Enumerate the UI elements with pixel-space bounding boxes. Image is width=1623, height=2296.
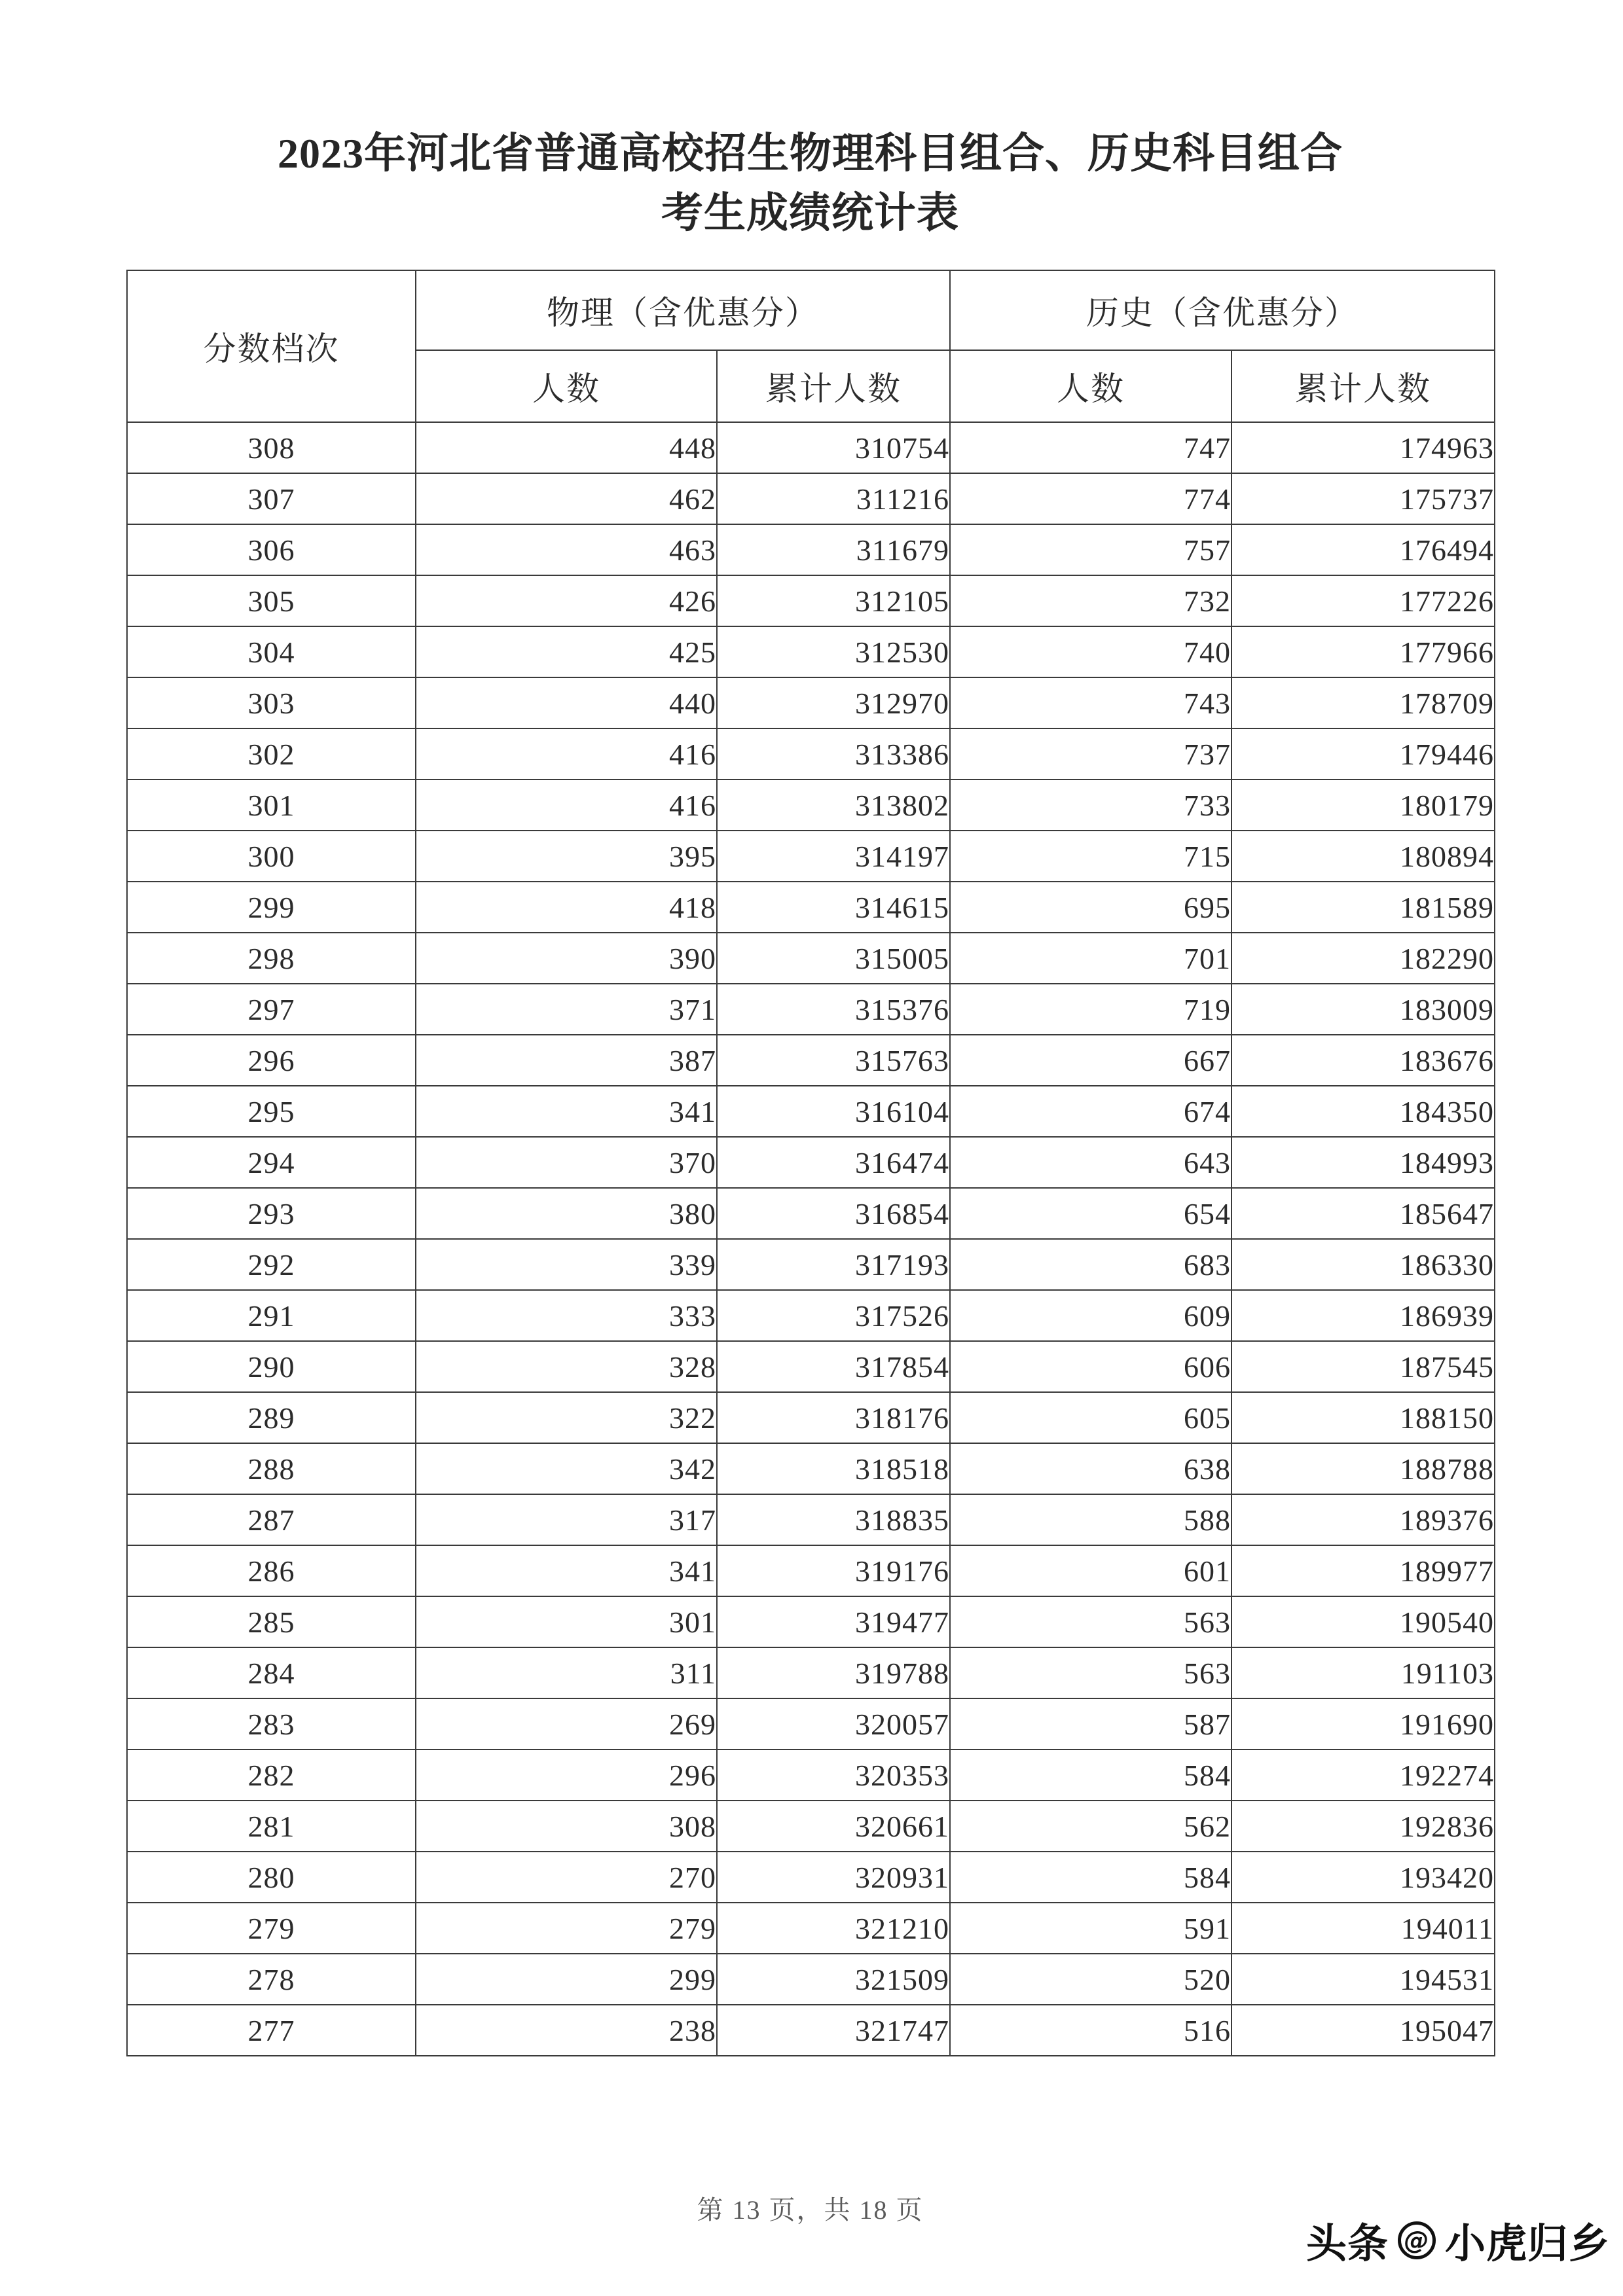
row-physics-count: 395: [416, 831, 717, 882]
table-row: [127, 1035, 1495, 1086]
row-history-cumulative: 181589: [1231, 882, 1495, 933]
table-row: [127, 524, 1495, 575]
row-score-tier: 298: [127, 933, 416, 984]
row-physics-cumulative: 313386: [717, 728, 950, 780]
row-physics-count: 390: [416, 933, 717, 984]
table-row: [127, 1954, 1495, 2005]
row-physics-count: 341: [416, 1086, 717, 1137]
row-history-cumulative: 182290: [1231, 933, 1495, 984]
row-score-tier: 288: [127, 1443, 416, 1494]
row-history-count: 719: [950, 984, 1231, 1035]
table-row: [127, 933, 1495, 984]
row-history-cumulative: 175737: [1231, 473, 1495, 524]
row-physics-count: 322: [416, 1392, 717, 1443]
row-physics-cumulative: 321509: [717, 1954, 950, 2005]
table-row: [127, 1903, 1495, 1954]
header-history-cumulative: 累计人数: [1231, 350, 1495, 422]
row-history-count: 563: [950, 1647, 1231, 1698]
row-history-cumulative: 174963: [1231, 422, 1495, 473]
row-history-cumulative: 186939: [1231, 1290, 1495, 1341]
table-row: [127, 831, 1495, 882]
row-score-tier: 300: [127, 831, 416, 882]
row-history-count: 774: [950, 473, 1231, 524]
watermark-platform: 头条: [1305, 2219, 1389, 2267]
table-header: [127, 270, 1495, 422]
row-physics-cumulative: 320057: [717, 1698, 950, 1749]
row-physics-count: 371: [416, 984, 717, 1035]
row-physics-count: 387: [416, 1035, 717, 1086]
row-history-count: 562: [950, 1801, 1231, 1852]
row-physics-count: 238: [416, 2005, 717, 2056]
row-physics-count: 301: [416, 1596, 717, 1647]
row-physics-cumulative: 320661: [717, 1801, 950, 1852]
header-physics-count: 人数: [416, 350, 717, 422]
table-row: [127, 1188, 1495, 1239]
row-physics-cumulative: 320931: [717, 1852, 950, 1903]
row-physics-cumulative: 318176: [717, 1392, 950, 1443]
watermark-author: 小虎归乡: [1444, 2219, 1610, 2267]
table-row: [127, 1698, 1495, 1749]
row-physics-count: 333: [416, 1290, 717, 1341]
row-history-cumulative: 180894: [1231, 831, 1495, 882]
row-physics-cumulative: 312105: [717, 575, 950, 626]
row-physics-cumulative: 313802: [717, 780, 950, 831]
score-statistics-table: [126, 270, 1495, 2056]
table-row: [127, 1596, 1495, 1647]
row-score-tier: 280: [127, 1852, 416, 1903]
row-history-cumulative: 184993: [1231, 1137, 1495, 1188]
row-history-count: 520: [950, 1954, 1231, 2005]
row-physics-cumulative: 317193: [717, 1239, 950, 1290]
row-physics-cumulative: 312530: [717, 626, 950, 677]
row-history-cumulative: 176494: [1231, 524, 1495, 575]
row-history-count: 601: [950, 1545, 1231, 1596]
row-history-count: 638: [950, 1443, 1231, 1494]
table-row: [127, 473, 1495, 524]
row-score-tier: 301: [127, 780, 416, 831]
row-score-tier: 307: [127, 473, 416, 524]
row-physics-cumulative: 315376: [717, 984, 950, 1035]
row-physics-cumulative: 318835: [717, 1494, 950, 1545]
table-row: [127, 1392, 1495, 1443]
row-physics-cumulative: 316854: [717, 1188, 950, 1239]
row-history-count: 695: [950, 882, 1231, 933]
row-physics-cumulative: 316104: [717, 1086, 950, 1137]
row-physics-count: 339: [416, 1239, 717, 1290]
row-history-count: 516: [950, 2005, 1231, 2056]
row-physics-count: 342: [416, 1443, 717, 1494]
row-history-count: 584: [950, 1852, 1231, 1903]
row-physics-count: 296: [416, 1749, 717, 1801]
table-row: [127, 780, 1495, 831]
row-history-count: 715: [950, 831, 1231, 882]
row-physics-count: 299: [416, 1954, 717, 2005]
table-row: [127, 1801, 1495, 1852]
table-row: [127, 1137, 1495, 1188]
row-history-cumulative: 184350: [1231, 1086, 1495, 1137]
row-physics-cumulative: 312970: [717, 677, 950, 728]
row-score-tier: 293: [127, 1188, 416, 1239]
row-history-cumulative: 188150: [1231, 1392, 1495, 1443]
row-physics-count: 311: [416, 1647, 717, 1698]
row-physics-count: 416: [416, 780, 717, 831]
row-score-tier: 304: [127, 626, 416, 677]
row-physics-count: 317: [416, 1494, 717, 1545]
page-title: [126, 124, 1494, 243]
table-header-row-groups: [127, 270, 1495, 350]
row-history-cumulative: 178709: [1231, 677, 1495, 728]
row-history-cumulative: 193420: [1231, 1852, 1495, 1903]
row-history-cumulative: 194011: [1231, 1903, 1495, 1954]
row-history-cumulative: 191690: [1231, 1698, 1495, 1749]
row-score-tier: 295: [127, 1086, 416, 1137]
row-history-count: 733: [950, 780, 1231, 831]
row-history-cumulative: 185647: [1231, 1188, 1495, 1239]
row-history-count: 606: [950, 1341, 1231, 1392]
row-physics-count: 425: [416, 626, 717, 677]
row-physics-cumulative: 316474: [717, 1137, 950, 1188]
at-icon: @: [1398, 2221, 1436, 2259]
row-score-tier: 283: [127, 1698, 416, 1749]
row-physics-count: 418: [416, 882, 717, 933]
table-row: [127, 984, 1495, 1035]
row-physics-cumulative: 314615: [717, 882, 950, 933]
table-row: [127, 626, 1495, 677]
row-history-count: 740: [950, 626, 1231, 677]
page-title-line-1: 2023年河北省普通高校招生物理科目组合、历史科目组合: [278, 130, 1343, 177]
header-physics-cumulative: 累计人数: [717, 350, 950, 422]
row-score-tier: 296: [127, 1035, 416, 1086]
page-title-line-2: 考生成绩统计表: [661, 189, 959, 236]
row-history-cumulative: 190540: [1231, 1596, 1495, 1647]
table-row: [127, 1341, 1495, 1392]
row-history-count: 747: [950, 422, 1231, 473]
table-row: [127, 1086, 1495, 1137]
row-history-count: 563: [950, 1596, 1231, 1647]
row-physics-cumulative: 314197: [717, 831, 950, 882]
row-history-cumulative: 180179: [1231, 780, 1495, 831]
row-history-cumulative: 195047: [1231, 2005, 1495, 2056]
row-physics-cumulative: 317526: [717, 1290, 950, 1341]
row-history-cumulative: 194531: [1231, 1954, 1495, 2005]
row-physics-count: 463: [416, 524, 717, 575]
table-row: [127, 1239, 1495, 1290]
row-score-tier: 303: [127, 677, 416, 728]
row-physics-count: 308: [416, 1801, 717, 1852]
row-history-cumulative: 183009: [1231, 984, 1495, 1035]
row-history-cumulative: 188788: [1231, 1443, 1495, 1494]
row-history-count: 732: [950, 575, 1231, 626]
row-history-cumulative: 189977: [1231, 1545, 1495, 1596]
row-score-tier: 279: [127, 1903, 416, 1954]
row-score-tier: 278: [127, 1954, 416, 2005]
row-physics-count: 440: [416, 677, 717, 728]
row-physics-count: 462: [416, 473, 717, 524]
row-history-count: 757: [950, 524, 1231, 575]
table-body: [127, 422, 1495, 2056]
row-history-count: 584: [950, 1749, 1231, 1801]
row-score-tier: 305: [127, 575, 416, 626]
row-physics-cumulative: 311679: [717, 524, 950, 575]
header-score-tier: 分数档次: [127, 270, 416, 422]
row-physics-cumulative: 319176: [717, 1545, 950, 1596]
row-score-tier: 289: [127, 1392, 416, 1443]
row-physics-count: 448: [416, 422, 717, 473]
row-history-count: 737: [950, 728, 1231, 780]
header-history-group: 历史（含优惠分）: [950, 270, 1495, 350]
row-score-tier: 281: [127, 1801, 416, 1852]
row-history-cumulative: 177226: [1231, 575, 1495, 626]
row-score-tier: 297: [127, 984, 416, 1035]
row-physics-cumulative: 310754: [717, 422, 950, 473]
row-physics-cumulative: 319477: [717, 1596, 950, 1647]
table-row: [127, 677, 1495, 728]
row-score-tier: 290: [127, 1341, 416, 1392]
row-history-count: 683: [950, 1239, 1231, 1290]
row-physics-cumulative: 315005: [717, 933, 950, 984]
header-history-count: 人数: [950, 350, 1231, 422]
table-row: [127, 2005, 1495, 2056]
row-score-tier: 302: [127, 728, 416, 780]
row-physics-cumulative: 320353: [717, 1749, 950, 1801]
row-history-count: 643: [950, 1137, 1231, 1188]
row-score-tier: 306: [127, 524, 416, 575]
table-row: [127, 1494, 1495, 1545]
row-score-tier: 284: [127, 1647, 416, 1698]
table-row: [127, 1749, 1495, 1801]
row-score-tier: 282: [127, 1749, 416, 1801]
row-physics-count: 269: [416, 1698, 717, 1749]
row-score-tier: 285: [127, 1596, 416, 1647]
row-physics-cumulative: 315763: [717, 1035, 950, 1086]
row-history-count: 654: [950, 1188, 1231, 1239]
row-score-tier: 292: [127, 1239, 416, 1290]
row-history-cumulative: 187545: [1231, 1341, 1495, 1392]
row-physics-cumulative: 319788: [717, 1647, 950, 1698]
row-physics-count: 426: [416, 575, 717, 626]
row-history-count: 591: [950, 1903, 1231, 1954]
row-history-cumulative: 177966: [1231, 626, 1495, 677]
row-physics-cumulative: 321210: [717, 1903, 950, 1954]
row-physics-count: 279: [416, 1903, 717, 1954]
table-row: [127, 1290, 1495, 1341]
row-physics-count: 341: [416, 1545, 717, 1596]
watermark: [1306, 2211, 1610, 2269]
row-physics-cumulative: 317854: [717, 1341, 950, 1392]
table-row: [127, 882, 1495, 933]
row-physics-count: 380: [416, 1188, 717, 1239]
row-history-count: 588: [950, 1494, 1231, 1545]
table-row: [127, 1852, 1495, 1903]
row-physics-count: 328: [416, 1341, 717, 1392]
row-history-cumulative: 192836: [1231, 1801, 1495, 1852]
row-history-count: 587: [950, 1698, 1231, 1749]
row-score-tier: 286: [127, 1545, 416, 1596]
table-row: [127, 1647, 1495, 1698]
table-row: [127, 1545, 1495, 1596]
row-history-count: 701: [950, 933, 1231, 984]
header-physics-group: 物理（含优惠分）: [416, 270, 950, 350]
row-score-tier: 287: [127, 1494, 416, 1545]
row-physics-count: 416: [416, 728, 717, 780]
row-physics-count: 370: [416, 1137, 717, 1188]
row-history-count: 674: [950, 1086, 1231, 1137]
row-physics-cumulative: 311216: [717, 473, 950, 524]
row-score-tier: 291: [127, 1290, 416, 1341]
page-footer: 第 13 页，共 18 页: [697, 2195, 924, 2225]
row-history-count: 667: [950, 1035, 1231, 1086]
row-history-cumulative: 189376: [1231, 1494, 1495, 1545]
row-history-cumulative: 179446: [1231, 728, 1495, 780]
table-row: [127, 728, 1495, 780]
row-history-count: 605: [950, 1392, 1231, 1443]
row-score-tier: 299: [127, 882, 416, 933]
row-history-cumulative: 183676: [1231, 1035, 1495, 1086]
table-row: [127, 1443, 1495, 1494]
row-physics-count: 270: [416, 1852, 717, 1903]
row-history-count: 743: [950, 677, 1231, 728]
row-history-count: 609: [950, 1290, 1231, 1341]
row-history-cumulative: 192274: [1231, 1749, 1495, 1801]
row-history-cumulative: 191103: [1231, 1647, 1495, 1698]
row-score-tier: 294: [127, 1137, 416, 1188]
table-row: [127, 575, 1495, 626]
row-score-tier: 277: [127, 2005, 416, 2056]
row-history-cumulative: 186330: [1231, 1239, 1495, 1290]
row-score-tier: 308: [127, 422, 416, 473]
row-physics-cumulative: 318518: [717, 1443, 950, 1494]
row-physics-cumulative: 321747: [717, 2005, 950, 2056]
table-row: [127, 422, 1495, 473]
